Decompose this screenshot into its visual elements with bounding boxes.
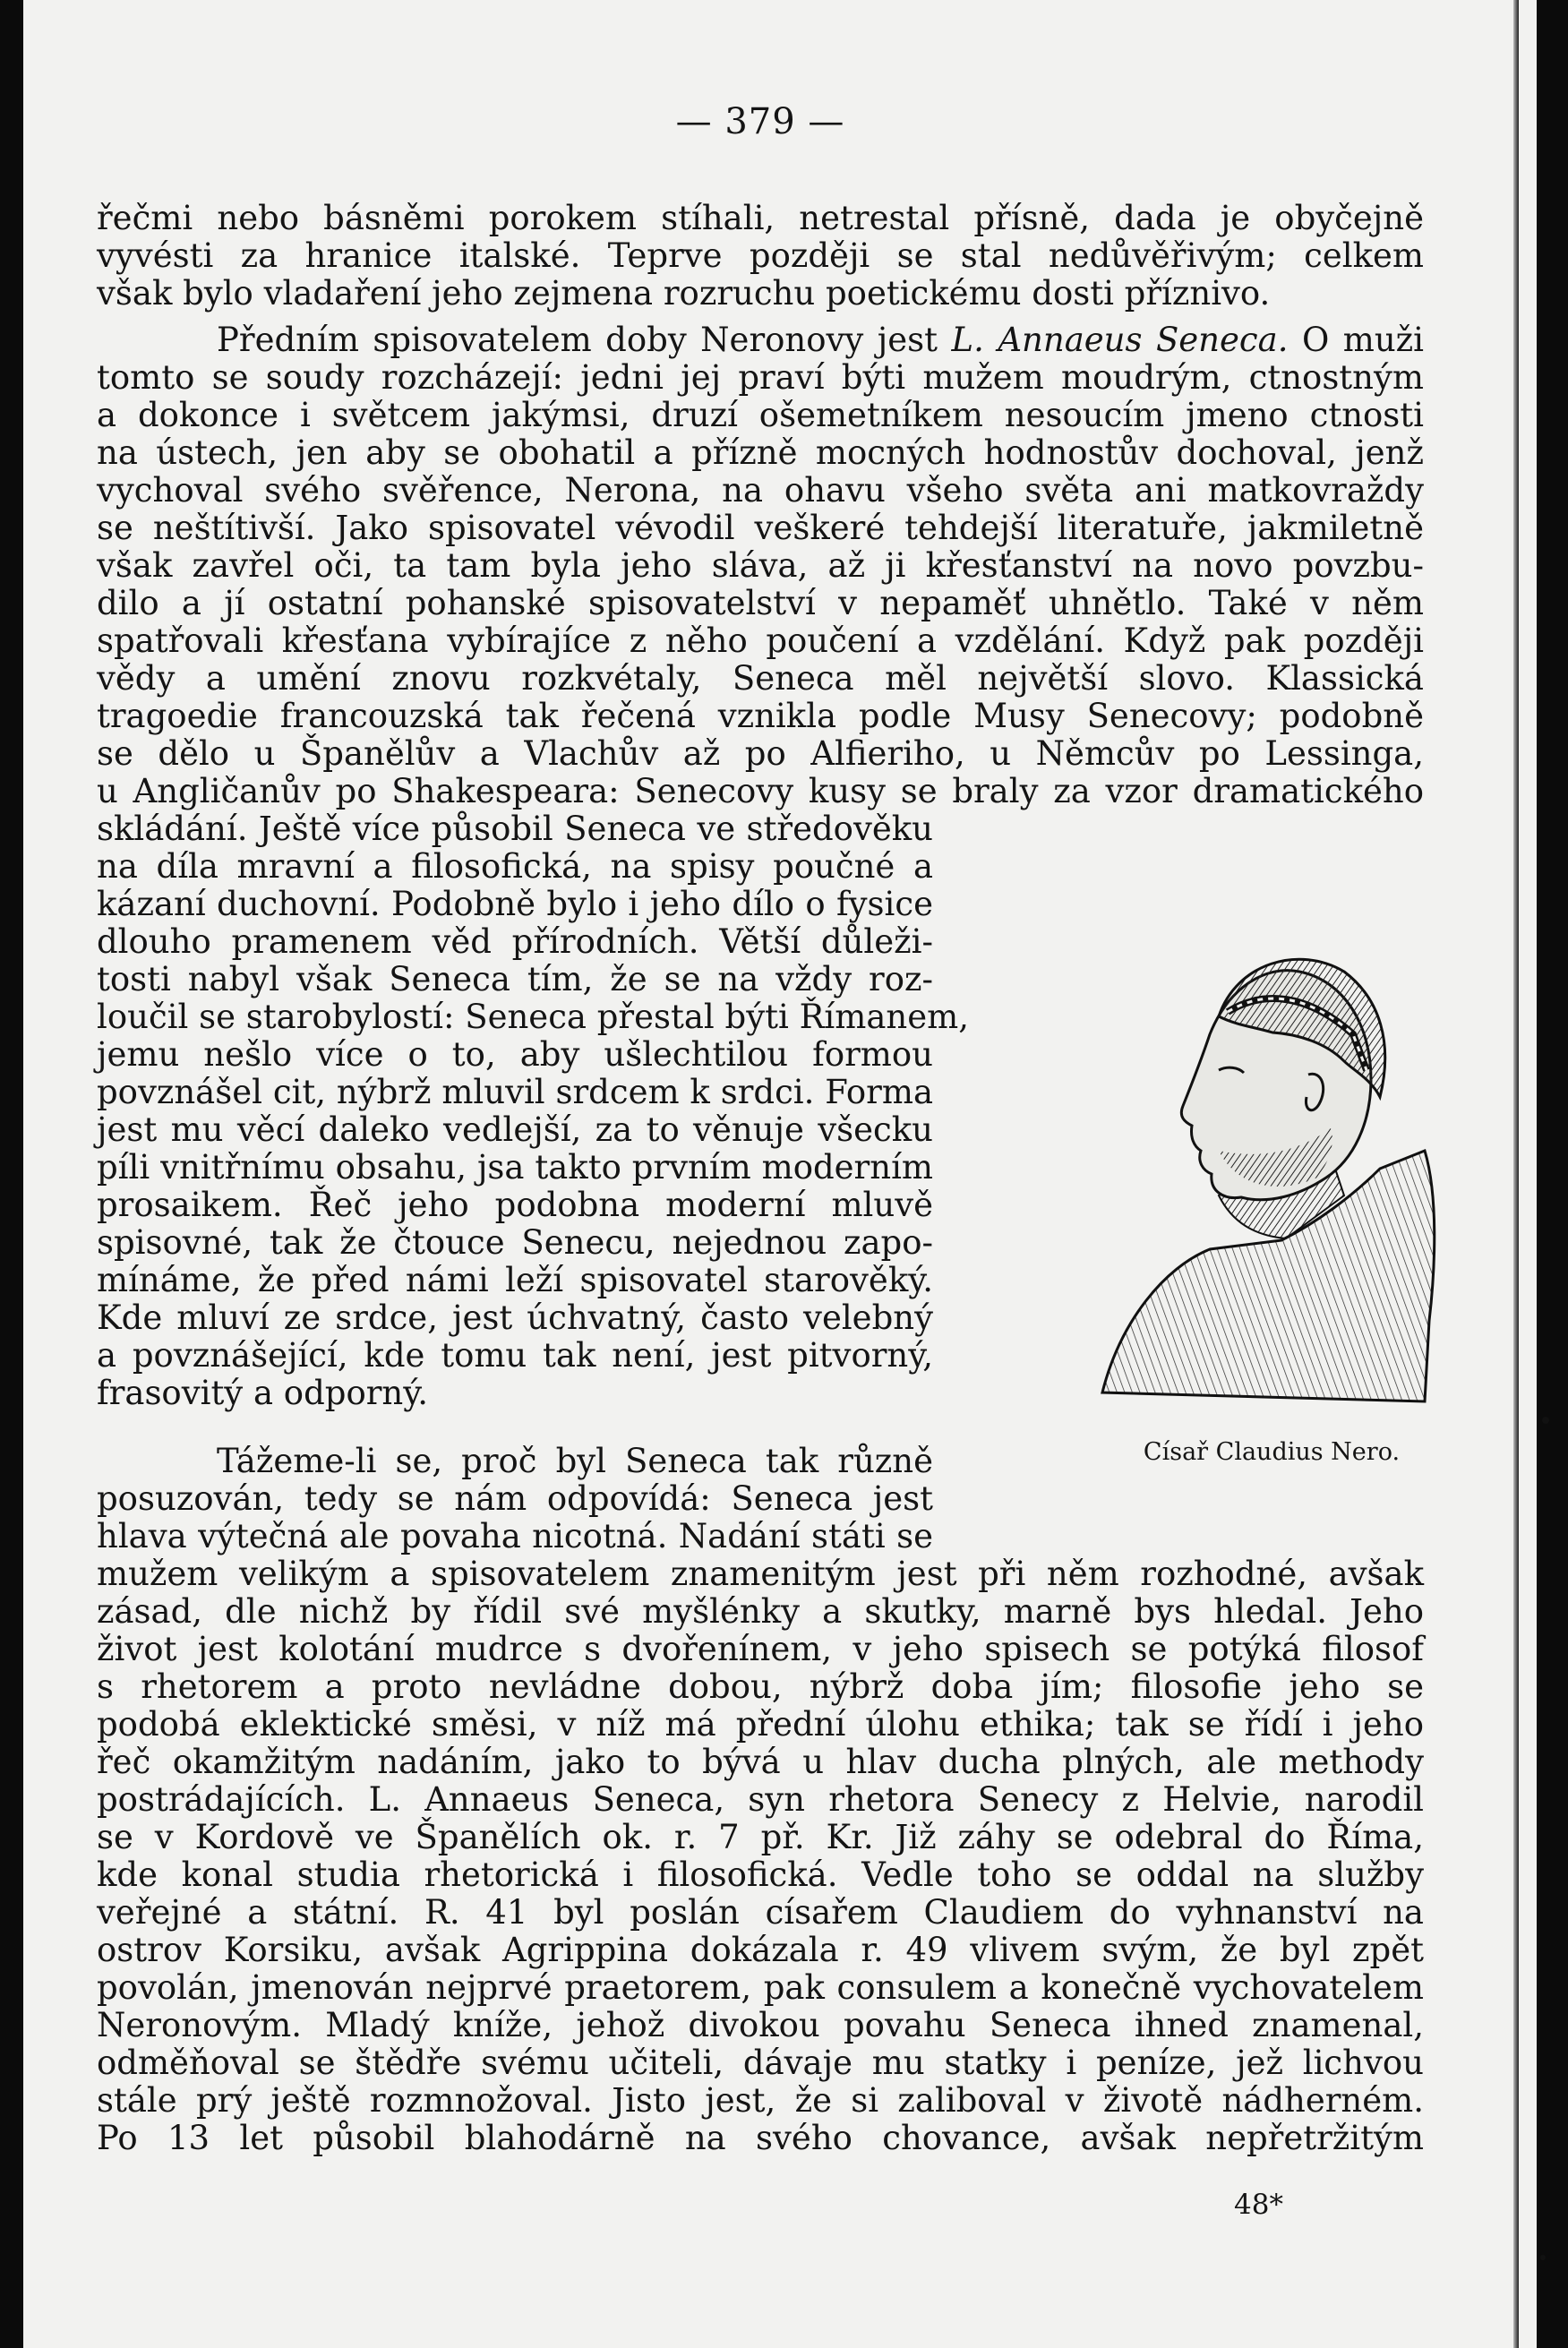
text-line: s rhetorem a proto nevládne dobou, nýbrž doba jím; filosofie jeho se [97, 1667, 1424, 1706]
text-line: kde konal studia rhetorická i filosofická. Vedle toho se oddal na služby [97, 1855, 1424, 1894]
text-line: povolán, jmenován nejprvé praetorem, pak consulem a konečně vychovatelem [97, 1968, 1424, 2007]
figure-caption: Císař Claudius Nero. [1143, 1438, 1401, 1466]
text-line: se v Kordově ve Španělích ok. r. 7 př. Kr. Již záhy se odebral do Říma, [97, 1818, 1424, 1856]
text-line: život jest kolotání mudrce s dvořenínem, v jeho spisech se potýká filosof [97, 1630, 1424, 1668]
page-edge-shadow [1513, 0, 1519, 2348]
printer-signature-mark: 48* [1234, 2189, 1283, 2221]
text-line: tosti nabyl však Seneca tím, že se na vždy roz- [97, 960, 933, 998]
text-line: mínáme, že před námi leží spisovatel starověký. [97, 1261, 933, 1299]
text-line: mužem velikým a spisovatelem znamenitým jest při něm rozhodné, avšak [97, 1555, 1424, 1593]
text-line: podobá eklektické směsi, v níž má přední úlohu ethika; tak se řídí i jeho [97, 1705, 1424, 1744]
scan-speck [1540, 2255, 1546, 2260]
text-run: O muži [1301, 321, 1424, 359]
text-line: u Angličanův po Shakespeara: Senecovy kusy se braly za vzor dramatického [97, 772, 1424, 810]
text-line: posuzován, tedy se nám odpovídá: Seneca jest [97, 1479, 933, 1518]
text-line: spisovné, tak že čtouce Senecu, nejednou zapo- [97, 1223, 933, 1262]
text-line: řeč okamžitým nadáním, jako to bývá u hlav ducha plných, ale methody [97, 1743, 1424, 1781]
text-line: vychoval svého svěřence, Nerona, na ohavu všeho světa ani matkovraždy [97, 471, 1424, 510]
text-line: na díla mravní a filosofická, na spisy poučné a [97, 847, 933, 886]
text-line: stále prý ještě rozmnožoval. Jisto jest, že si zaliboval v životě nádherném. [97, 2081, 1424, 2120]
text-line: na ústech, jen aby se obohatil a přízně mocných hodnostův dochoval, jenž [97, 433, 1424, 472]
text-line: vědy a umění znovu rozkvétaly, Seneca měl největší slovo. Klassická [97, 659, 1424, 698]
text-line: veřejné a státní. R. 41 byl poslán císařem Claudiem do vyhnanství na [97, 1893, 1424, 1932]
text-line: však zavřel oči, ta tam byla jeho sláva, až ji křesťanství na novo povzbu- [97, 546, 1424, 585]
text-line: a povznášející, kde tomu tak není, jest pitvorný, [97, 1336, 933, 1375]
text-line: se neštítivší. Jako spisovatel vévodil veškeré tehdejší literatuře, jakmiletně [97, 509, 1424, 547]
text-line: jemu nešlo více o to, aby ušlechtilou formou [97, 1035, 933, 1074]
text-line: prosaikem. Řeč jeho podobna moderní mluvě [97, 1186, 933, 1224]
text-line: a dokonce i světcem jakýmsi, druzí ošemetníkem nesoucím jmeno ctnosti [97, 396, 1424, 434]
text-line: Neronovým. Mladý kníže, jehož divokou povahu Seneca ihned znamenal, [97, 2006, 1424, 2044]
text-line: tragoedie francouzská tak řečená vznikla podle Musy Senecovy; podobně [97, 697, 1424, 735]
text-line: skládání. Ještě více působil Seneca ve středověku [97, 810, 933, 848]
text-line: Po 13 let působil blahodárně na svého chovance, avšak nepřetržitým [97, 2119, 1424, 2157]
text-line [97, 321, 1424, 360]
text-line: jest mu věcí daleko vedlejší, za to věnuje všecku [97, 1110, 933, 1149]
text-line: postrádajících. L. Annaeus Seneca, syn rhetora Senecy z Helvie, narodil [97, 1780, 1424, 1819]
text-line: hlava výtečná ale povaha nicotná. Nadání státi se [97, 1517, 933, 1555]
text-line: píli vnitřnímu obsahu, jsa takto prvním moderním [97, 1148, 933, 1187]
text-line: tomto se soudy rozcházejí: jedni jej praví býti mužem moudrým, ctnostným [97, 358, 1424, 397]
text-line: ostrov Korsiku, avšak Agrippina dokázala r. 49 vlivem svým, že byl zpět [97, 1931, 1424, 1969]
text-line: povznášel cit, nýbrž mluvil srdcem k srdci. Forma [97, 1073, 933, 1111]
text-line: dlouho pramenem věd přírodních. Větší důleži- [97, 922, 933, 961]
text-line: řečmi nebo básněmi porokem stíhali, netrestal přísně, dada je obyčejně [97, 199, 1424, 237]
text-line: Tážeme-li se, proč byl Seneca tak různě [217, 1442, 933, 1480]
text-run: Předním spisovatelem doby Neronovy jest [217, 321, 938, 359]
portrait-engraving [1084, 927, 1443, 1410]
page-number: — 379 — [675, 101, 845, 142]
text-line: loučil se starobylostí: Seneca přestal býti Římanem, [97, 998, 969, 1036]
text-line: Kde mluví ze srdce, jest úchvatný, často velebný [97, 1298, 933, 1337]
text-line: se dělo u Španělův a Vlachův až po Alfieriho, u Němcův po Lessinga, [97, 734, 1424, 773]
text-line: odměňoval se štědře svému učiteli, dávaje mu statky i peníze, jež lichvou [97, 2044, 1424, 2082]
text-line: dilo a jí ostatní pohanské spisovatelství v nepaměť uhnětlo. Také v něm [97, 584, 1424, 622]
text-line: kázaní duchovní. Podobně bylo i jeho dílo o fysice [97, 885, 933, 923]
book-page [23, 0, 1537, 2348]
text-line: frasovitý a odporný. [97, 1374, 428, 1412]
scan-speck [1542, 1417, 1549, 1424]
text-line: spatřovali křesťana vybírajíce z něho poučení a vzdělání. Když pak později [97, 621, 1424, 660]
text-line: však bylo vladaření jeho zejmena rozruchu poetickému dosti příznivo. [97, 274, 1271, 313]
text-line: vyvésti za hranice italské. Teprve později se stal nedůvěřivým; celkem [97, 236, 1424, 275]
text-line: zásad, dle nichž by řídil své myšlénky a skutky, marně bys hledal. Jeho [97, 1592, 1424, 1631]
author-name: L. Annaeus Seneca. [951, 321, 1289, 359]
